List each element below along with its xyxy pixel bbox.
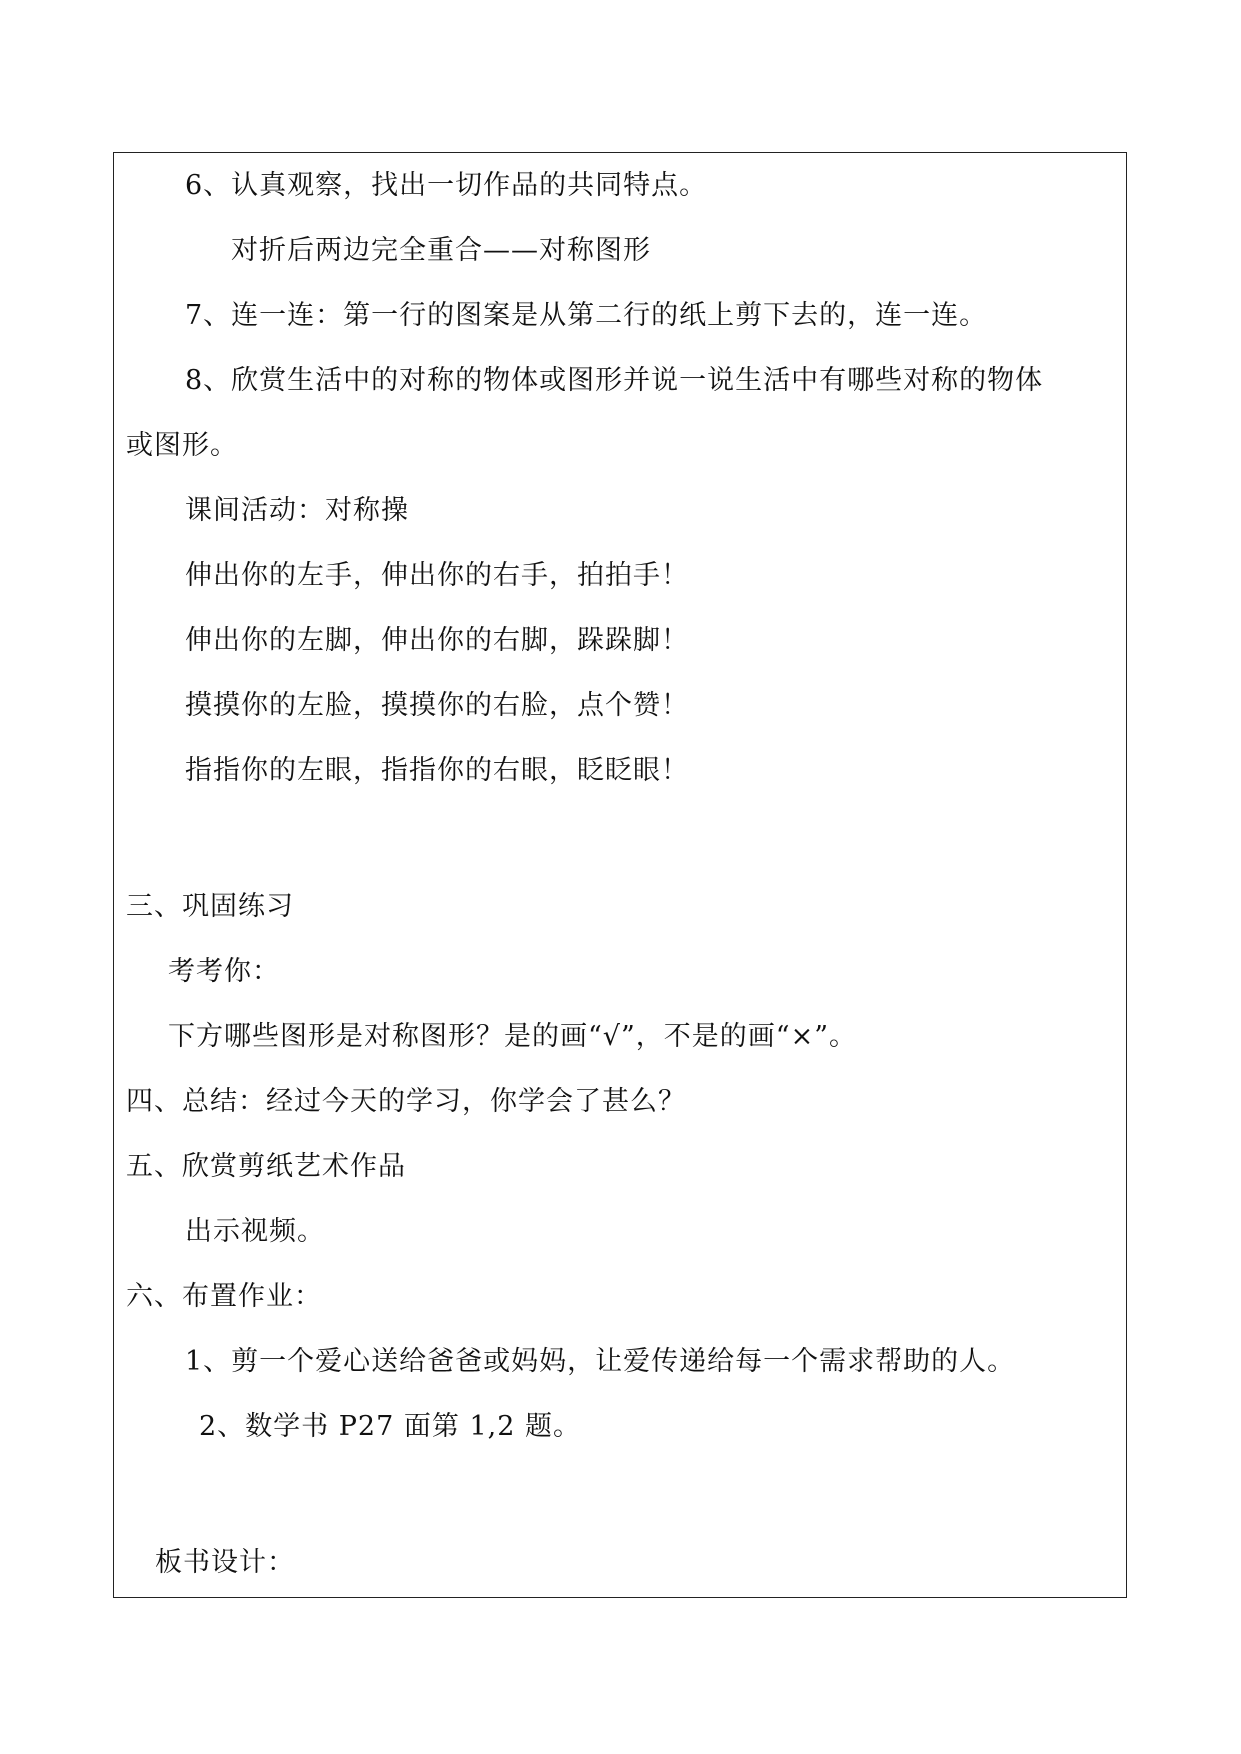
step-7-matching: 7、连一连：第一行的图案是从第二行的纸上剪下去的，连一连。: [185, 300, 988, 331]
step-8-continuation: 或图形。: [126, 430, 238, 461]
activity-line-face: 摸摸你的左脸，摸摸你的右脸，点个赞！: [185, 690, 689, 721]
quiz-instruction: 下方哪些图形是对称图形？是的画“√”，不是的画“×”。: [168, 1021, 858, 1052]
symmetry-definition: 对折后两边完全重合——对称图形: [231, 235, 651, 266]
activity-line-eyes: 指指你的左眼，指指你的右眼，眨眨眼！: [185, 755, 689, 786]
break-activity-title: 课间活动：对称操: [185, 495, 409, 526]
board-design-label: 板书设计：: [155, 1547, 295, 1578]
homework-item-1: 1、剪一个爱心送给爸爸或妈妈，让爱传递给每一个需求帮助的人。: [185, 1346, 1016, 1377]
quiz-intro: 考考你：: [168, 956, 280, 987]
activity-line-feet: 伸出你的左脚，伸出你的右脚，跺跺脚！: [185, 625, 689, 656]
show-video: 出示视频。: [185, 1216, 325, 1247]
step-8-appreciate: 8、欣赏生活中的对称的物体或图形并说一说生活中有哪些对称的物体: [185, 365, 1044, 396]
section-5-heading: 五、欣赏剪纸艺术作品: [126, 1151, 406, 1182]
activity-line-hands: 伸出你的左手，伸出你的右手，拍拍手！: [185, 560, 689, 591]
section-3-heading: 三、巩固练习: [126, 891, 294, 922]
step-6-observe: 6、认真观察，找出一切作品的共同特点。: [185, 170, 708, 201]
section-4-summary: 四、总结：经过今天的学习，你学会了甚么？: [126, 1086, 686, 1117]
homework-item-2: 2、数学书 P27 面第 1,2 题。: [199, 1411, 581, 1442]
section-6-heading: 六、布置作业：: [126, 1281, 322, 1312]
